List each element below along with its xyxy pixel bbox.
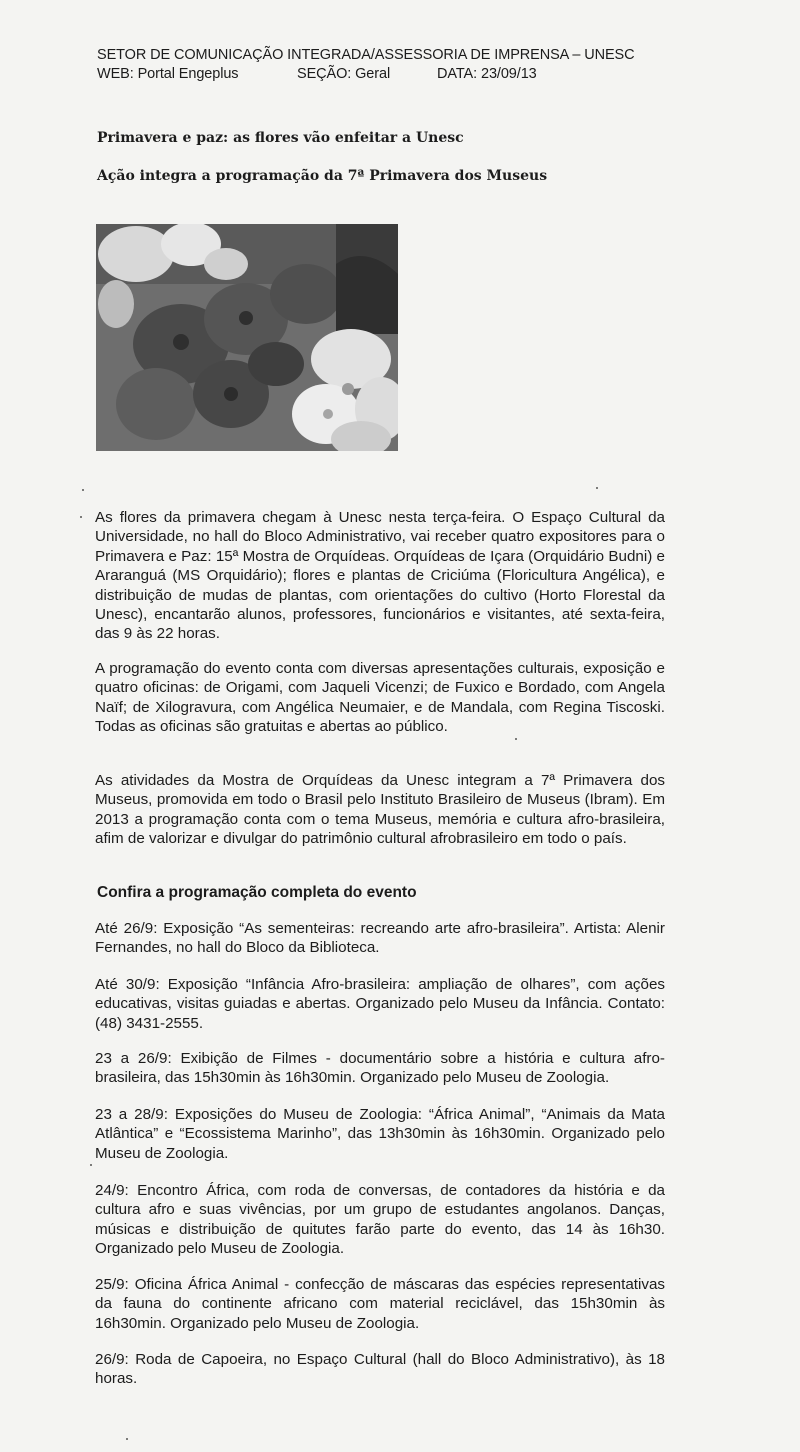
paragraph-intro: As flores da primavera chegam à Unesc nesta terça-feira. O Espaço Cultural da Universidade, no hall do Bloco Administrativo, vai receber quatro expositores para o Primavera e Paz: 15ª Mostra de Orquídeas. Orquídeas de Içara (Orquidário Budni) e Araranguá (MS Orquidário); flores e plantas de Criciúma (Floricultura Angélica), e distribuição de mudas de plantas, com orientações do cultivo (Horto Florestal da Unesc), encantarão alunos, professores, funcionários e visitantes, até sexta-feira, das 9 às 22 horas. bbox=[95, 509, 665, 643]
event-item: 24/9: Encontro África, com roda de conversas, de contadores da história e da cultura afro e suas vivências, por um grupo de estudantes angolanos. Danças, músicas e distribuição de quitutes farão parte do evento, das 14 às 16h30. Organizado pelo Museu de Zoologia. bbox=[95, 1182, 665, 1258]
paragraph-museums: As atividades da Mostra de Orquídeas da Unesc integram a 7ª Primavera dos Museus, promovida em todo o Brasil pelo Instituto Brasileiro de Museus (Ibram). Em 2013 a programação conta com o tema Museus, memória e cultura afro-brasileira, afim de valorizar e divulgar do patrimônio cultural afrobrasileiro em todo o país. bbox=[95, 772, 665, 848]
scan-speck bbox=[82, 489, 84, 491]
clipping-header bbox=[97, 46, 635, 84]
scan-speck bbox=[596, 487, 598, 489]
program-heading: Confira a programação completa do evento bbox=[97, 884, 417, 901]
event-item: Até 30/9: Exposição “Infância Afro-brasileira: ampliação de olhares”, com ações educativas, visitas guiadas e abertas. Organizado pelo Museu da Infância. Contato: (48) 3431-2555. bbox=[95, 976, 665, 1032]
header-web: WEB: Portal Engeplus bbox=[97, 66, 239, 82]
event-item: 23 a 28/9: Exposições do Museu de Zoologia: “África Animal”, “Animais da Mata Atlântica” e “Ecossistema Marinho”, das 13h30min às 16h30min. Organizado pelo Museu de Zoologia. bbox=[95, 1106, 665, 1162]
event-item: 25/9: Oficina África Animal - confecção de máscaras das espécies representativas da fauna do continente africano com material reciclável, das 15h30min às 16h30min. Organizado pelo Museu de Zoologia. bbox=[95, 1276, 665, 1332]
event-item: 26/9: Roda de Capoeira, no Espaço Cultural (hall do Bloco Administrativo), às 18 horas. bbox=[95, 1351, 665, 1388]
header-section: SEÇÃO: Geral bbox=[297, 66, 391, 82]
article-subtitle: Ação integra a programação da 7ª Primavera dos Museus bbox=[97, 168, 548, 184]
scan-speck bbox=[515, 738, 517, 740]
paragraph-program: A programação do evento conta com diversas apresentações culturais, exposição e quatro oficinas: de Origami, com Jaqueli Vicenzi; de Fuxico e Bordado, com Angela Naïf; de Xilogravura, com Angélica Neumaier, e de Mandala, com Regina Tiscoski. Todas as oficinas são gratuitas e abertas ao público. bbox=[95, 660, 665, 736]
event-item: 23 a 26/9: Exibição de Filmes - documentário sobre a história e cultura afro-brasileira, das 15h30min às 16h30min. Organizado pelo Museu de Zoologia. bbox=[95, 1050, 665, 1087]
scan-speck bbox=[90, 1164, 92, 1166]
header-meta-row bbox=[97, 65, 635, 84]
header-date: DATA: 23/09/13 bbox=[437, 66, 537, 82]
orchid-photo bbox=[96, 224, 398, 451]
event-item: Até 26/9: Exposição “As sementeiras: recreando arte afro-brasileira”. Artista: Alenir Fernandes, no hall do Bloco da Biblioteca. bbox=[95, 920, 665, 957]
article-title: Primavera e paz: as flores vão enfeitar a Unesc bbox=[97, 130, 464, 146]
header-sector: SETOR DE COMUNICAÇÃO INTEGRADA/ASSESSORIA DE IMPRENSA – UNESC bbox=[97, 47, 635, 63]
scan-speck bbox=[80, 516, 82, 518]
scan-speck bbox=[126, 1438, 128, 1440]
